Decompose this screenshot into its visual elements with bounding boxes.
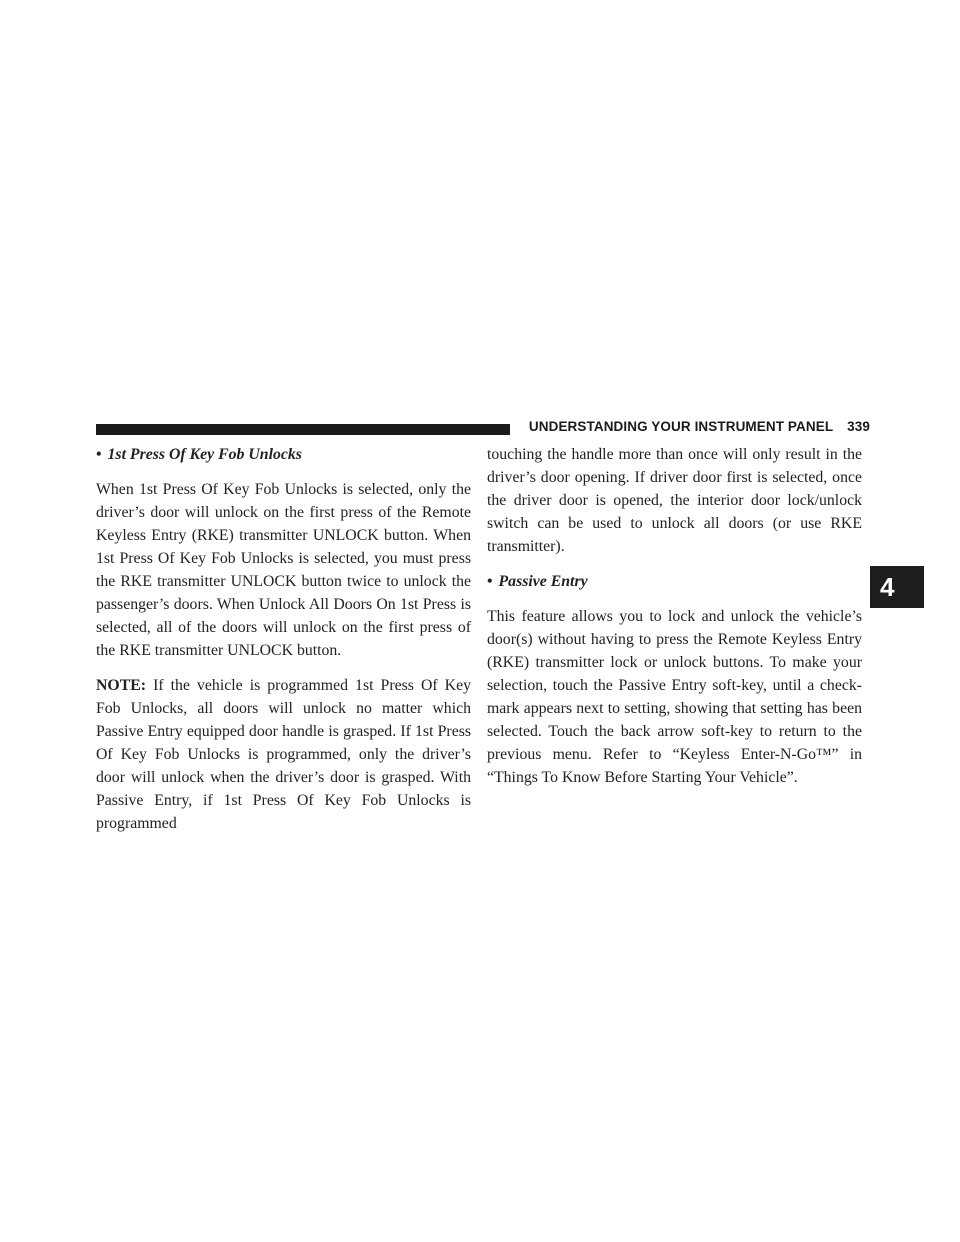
continuation-paragraph: touching the handle more than once will only result in the driver’s door opening. If driver door first is selected, once the driver door is opened, the interior door lock/unlock switch can be used to unlock all doors (or use RKE transmitter). — [487, 446, 862, 555]
key-fob-paragraph: When 1st Press Of Key Fob Unlocks is selected, only the driver’s door will unlock on the first press of the Remote Keyless Entry (RKE) transmitter UNLOCK button. When 1st Press Of Key Fob Unlocks is selected, you must press the RKE transmitter UNLOCK button twice to unlock the passenger’s doors. When Unlock All Doors On 1st Press is selected, all of the doors will unlock on the first press of the RKE transmitter UNLOCK button. — [96, 481, 471, 659]
header-rule — [96, 424, 510, 435]
bullet-icon: • — [96, 446, 102, 463]
heading-text: Passive Entry — [498, 573, 588, 590]
bullet-heading-passive-entry — [487, 570, 862, 593]
section-title: UNDERSTANDING YOUR INSTRUMENT PANEL — [528, 419, 834, 434]
bullet-heading-key-fob — [96, 443, 471, 466]
passive-entry-paragraph: This feature allows you to lock and unlock the vehicle’s door(s) without having to press the Remote Keyless Entry (RKE) transmitter lock or unlock buttons. To make your selection, touch the Passive Entry soft-key, until a check-mark appears next to setting, showing that setting has been selected. Touch the back arrow soft-key to return to the previous menu. Refer to “Keyless Enter-N-Go™” in “Things To Know Before Starting Your Vehicle”. — [487, 608, 862, 786]
right-column — [487, 443, 862, 801]
note-text: If the vehicle is programmed 1st Press Of Key Fob Unlocks, all doors will unlock no matter which Passive Entry equipped door handle is grasped. If 1st Press Of Key Fob Unlocks is programmed, only the driver’s door will unlock when the driver’s door is grasped. With Passive Entry, if 1st Press Of Key Fob Unlocks is programmed — [96, 677, 471, 832]
note-paragraph — [96, 674, 471, 835]
heading-text: 1st Press Of Key Fob Unlocks — [107, 446, 302, 463]
chapter-tab: 4 — [870, 566, 924, 608]
left-column — [96, 443, 471, 847]
bullet-icon: • — [487, 573, 493, 590]
note-label: NOTE: — [96, 677, 147, 694]
page-number: 339 — [847, 419, 870, 434]
running-header — [514, 419, 870, 434]
